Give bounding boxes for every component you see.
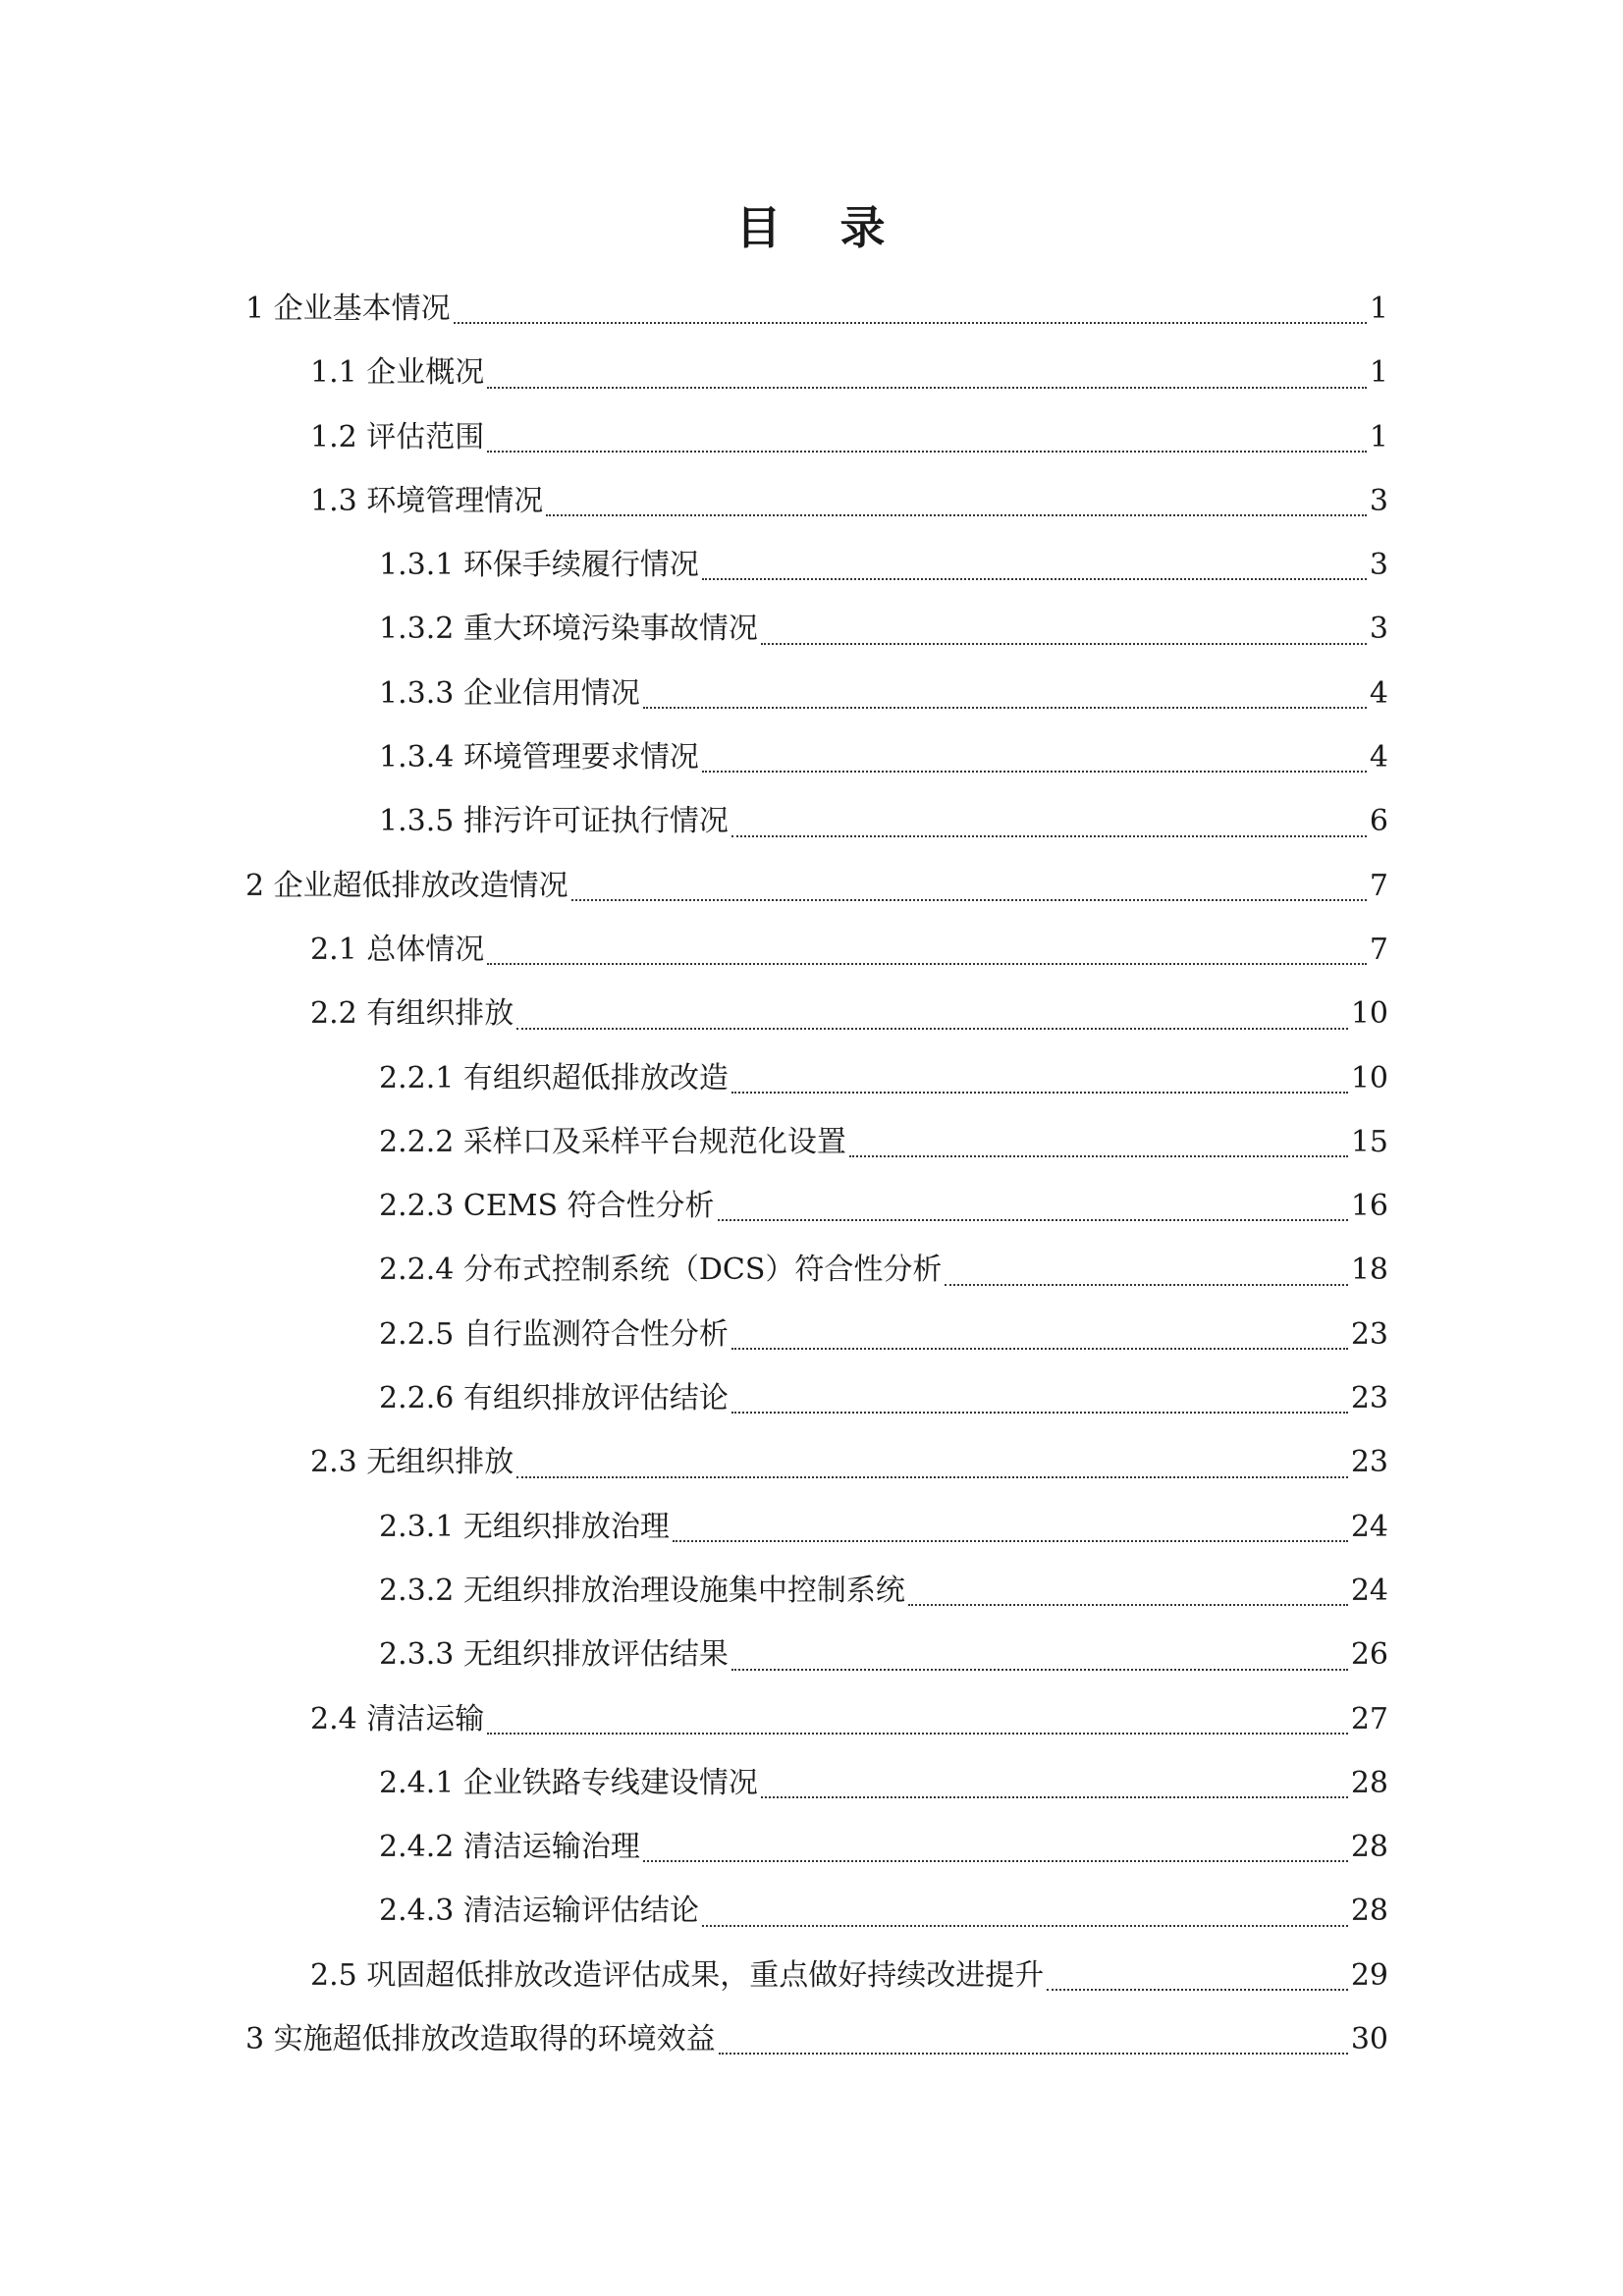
toc-entry[interactable] (245, 1687, 1388, 1751)
toc-dot-leader (719, 2052, 1348, 2055)
toc-entry-page-number: 18 (1350, 1253, 1388, 1288)
toc-entry-page-number: 4 (1369, 675, 1388, 711)
toc-dot-leader (731, 1091, 1348, 1094)
toc-entry-page-number: 10 (1350, 1060, 1388, 1095)
toc-entry[interactable] (245, 469, 1388, 533)
toc-entry-page-number: 24 (1350, 1509, 1388, 1544)
toc-dot-leader (516, 1475, 1348, 1478)
toc-entry-label: 1.3.2 重大环境污染事故情况 (379, 612, 758, 647)
toc-entry-label: 2.2.3 CEMS 符合性分析 (379, 1189, 715, 1224)
toc-entry[interactable] (245, 1559, 1388, 1623)
toc-entry-label: 1.3.1 环保手续履行情况 (379, 548, 699, 583)
toc-entry[interactable] (245, 1623, 1388, 1686)
toc-dot-leader (643, 1859, 1348, 1862)
toc-dot-leader (702, 1924, 1348, 1927)
toc-entry-label: 2.4.2 清洁运输治理 (379, 1830, 640, 1865)
toc-entry-page-number: 16 (1350, 1189, 1388, 1224)
toc-entry-label: 2.3.2 无组织排放治理设施集中控制系统 (379, 1573, 905, 1608)
toc-dot-leader (731, 1411, 1348, 1414)
toc-entry-label: 1 企业基本情况 (245, 292, 451, 326)
toc-dot-leader (571, 898, 1367, 901)
toc-dot-leader (546, 513, 1367, 516)
toc-entry-page-number: 1 (1369, 419, 1388, 454)
toc-entry-label: 2 企业超低排放改造情况 (245, 868, 568, 903)
toc-entry-page-number: 7 (1369, 932, 1388, 967)
toc-entry-label: 2.2.4 分布式控制系统（DCS）符合性分析 (379, 1253, 943, 1288)
toc-dot-leader (487, 1732, 1348, 1735)
toc-entry[interactable] (245, 1238, 1388, 1302)
toc-entry[interactable] (245, 854, 1388, 918)
toc-entry-label: 2.2.5 自行监测符合性分析 (379, 1316, 729, 1352)
toc-entry-page-number: 10 (1350, 996, 1388, 1032)
toc-entry-label: 1.1 企业概况 (310, 355, 485, 391)
toc-entry[interactable] (245, 1815, 1388, 1879)
toc-dot-leader (731, 1668, 1348, 1671)
table-of-contents (245, 277, 1388, 2071)
toc-dot-leader (454, 321, 1367, 324)
toc-entry[interactable] (245, 2007, 1388, 2071)
toc-dot-leader (702, 577, 1367, 580)
toc-dot-leader (673, 1539, 1348, 1542)
toc-entry[interactable] (245, 1944, 1388, 2007)
toc-entry-page-number: 1 (1369, 355, 1388, 391)
toc-entry-label: 2.5 巩固超低排放改造评估成果，重点做好持续改进提升 (310, 1957, 1045, 1993)
toc-entry-page-number: 3 (1369, 548, 1388, 583)
toc-dot-leader (643, 706, 1367, 709)
toc-entry-label: 2.4.3 清洁运输评估结论 (379, 1894, 699, 1929)
toc-entry[interactable] (245, 1110, 1388, 1174)
toc-dot-leader (718, 1218, 1348, 1221)
toc-entry-page-number: 6 (1369, 804, 1388, 839)
toc-entry[interactable] (245, 982, 1388, 1045)
toc-entry[interactable] (245, 662, 1388, 725)
toc-entry[interactable] (245, 405, 1388, 469)
toc-dot-leader (731, 834, 1367, 837)
toc-dot-leader (516, 1027, 1348, 1030)
toc-entry-label: 1.3.5 排污许可证执行情况 (379, 804, 729, 839)
toc-entry-label: 2.4 清洁运输 (310, 1701, 485, 1736)
toc-entry-label: 1.3 环境管理情况 (310, 483, 544, 518)
toc-entry-page-number: 4 (1369, 740, 1388, 775)
toc-entry-label: 1.2 评估范围 (310, 419, 485, 454)
toc-entry[interactable] (245, 1174, 1388, 1238)
toc-entry-page-number: 28 (1350, 1830, 1388, 1865)
toc-entry-page-number: 23 (1350, 1316, 1388, 1352)
toc-dot-leader (702, 770, 1367, 773)
toc-dot-leader (1047, 1988, 1348, 1991)
toc-dot-leader (945, 1283, 1347, 1286)
toc-entry[interactable] (245, 918, 1388, 982)
toc-entry[interactable] (245, 341, 1388, 404)
toc-dot-leader (487, 450, 1367, 453)
toc-entry-page-number: 3 (1369, 483, 1388, 518)
toc-entry-page-number: 28 (1350, 1894, 1388, 1929)
toc-dot-leader (487, 962, 1367, 965)
toc-entry[interactable] (245, 1303, 1388, 1366)
toc-entry-label: 2.2 有组织排放 (310, 996, 514, 1032)
toc-entry-page-number: 23 (1350, 1445, 1388, 1480)
toc-dot-leader (761, 642, 1367, 645)
toc-entry-label: 3 实施超低排放改造取得的环境效益 (245, 2022, 716, 2057)
toc-entry-label: 1.3.4 环境管理要求情况 (379, 740, 699, 775)
toc-entry-page-number: 3 (1369, 612, 1388, 647)
toc-entry-page-number: 26 (1350, 1637, 1388, 1673)
toc-entry-label: 2.2.2 采样口及采样平台规范化设置 (379, 1124, 846, 1159)
toc-entry[interactable] (245, 1366, 1388, 1430)
toc-entry[interactable] (245, 789, 1388, 853)
toc-entry-label: 2.3.3 无组织排放评估结果 (379, 1637, 729, 1673)
toc-entry[interactable] (245, 1046, 1388, 1110)
toc-dot-leader (487, 386, 1367, 389)
page-title (0, 196, 1623, 259)
toc-entry-page-number: 30 (1350, 2022, 1388, 2057)
toc-entry[interactable] (245, 1430, 1388, 1494)
toc-dot-leader (908, 1603, 1348, 1606)
toc-entry-label: 2.2.1 有组织超低排放改造 (379, 1060, 729, 1095)
toc-entry-page-number: 28 (1350, 1765, 1388, 1800)
toc-entry[interactable] (245, 725, 1388, 789)
toc-entry[interactable] (245, 597, 1388, 661)
toc-dot-leader (731, 1347, 1348, 1350)
toc-entry-page-number: 1 (1369, 292, 1388, 326)
toc-entry-label: 2.2.6 有组织排放评估结论 (379, 1381, 729, 1416)
toc-entry-page-number: 29 (1350, 1957, 1388, 1993)
toc-entry[interactable] (245, 277, 1388, 341)
page-title-char-1: 目 (735, 201, 784, 254)
toc-entry-page-number: 15 (1350, 1124, 1388, 1159)
toc-dot-leader (761, 1795, 1348, 1798)
toc-entry-page-number: 23 (1350, 1381, 1388, 1416)
toc-entry[interactable] (245, 533, 1388, 597)
toc-entry-label: 1.3.3 企业信用情况 (379, 675, 640, 711)
toc-entry-page-number: 27 (1350, 1701, 1388, 1736)
toc-dot-leader (849, 1154, 1348, 1157)
toc-entry[interactable] (245, 1751, 1388, 1815)
toc-entry-label: 2.4.1 企业铁路专线建设情况 (379, 1765, 758, 1800)
toc-entry-label: 2.3.1 无组织排放治理 (379, 1509, 670, 1544)
toc-entry[interactable] (245, 1879, 1388, 1943)
page-title-char-2: 录 (839, 201, 888, 254)
toc-entry-page-number: 24 (1350, 1573, 1388, 1608)
toc-entry-label: 2.3 无组织排放 (310, 1445, 514, 1480)
toc-entry-label: 2.1 总体情况 (310, 932, 485, 967)
toc-entry-page-number: 7 (1369, 868, 1388, 903)
toc-entry[interactable] (245, 1495, 1388, 1559)
